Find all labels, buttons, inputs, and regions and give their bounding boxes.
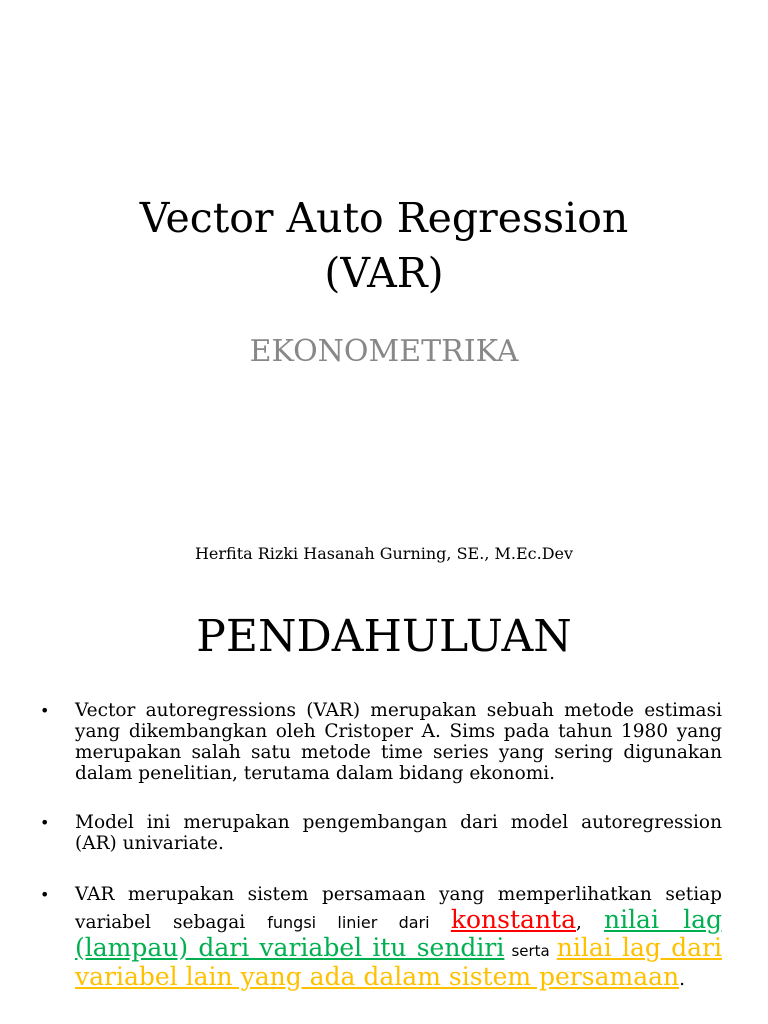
bullet-text-intro: VAR merupakan sistem persamaan yang memperlihatkan setiap variabel sebagai xyxy=(75,884,722,933)
bullet-text-fungsi-linier: fungsi linier dari xyxy=(267,913,451,932)
bullet-icon: • xyxy=(40,885,50,904)
title-line-2: (VAR) xyxy=(324,249,444,297)
highlight-konstanta: konstanta xyxy=(450,905,576,934)
title-line-1: Vector Auto Regression xyxy=(139,194,629,242)
bullet-icon: • xyxy=(40,813,50,832)
bullet-item xyxy=(40,812,722,854)
bullet-icon: • xyxy=(40,701,50,720)
bullet-text: Vector autoregressions (VAR) merupakan sebuah metode estimasi yang dikembangkan oleh Cristoper A. Sims pada tahun 1980 yang merupakan salah satu metode time series yang sering digunakan dalam penelitian, terutama dalam bidang ekonomi. xyxy=(75,700,722,784)
highlight-own-lag: nilai lag (lampau) dari variabel itu sendiri xyxy=(75,905,723,962)
bullet-text: Model ini merupakan pengembangan dari model autoregression (AR) univariate. xyxy=(75,812,722,854)
bullet-text-comma: , xyxy=(576,912,604,933)
subtitle: EKONOMETRIKA xyxy=(249,334,519,369)
bullet-text-serta: serta xyxy=(504,942,557,960)
bullet-text-period: . xyxy=(679,969,686,990)
author: Herfita Rizki Hasanah Gurning, SE., M.Ec.Dev xyxy=(194,544,574,563)
highlight-other-lag: nilai lag dari variabel lain yang ada dalam sistem persamaan xyxy=(75,933,722,991)
bullet-list xyxy=(40,700,722,992)
bullet-item xyxy=(40,700,722,784)
bullet-item xyxy=(40,882,722,992)
section-heading: PENDAHULUAN xyxy=(196,611,572,662)
